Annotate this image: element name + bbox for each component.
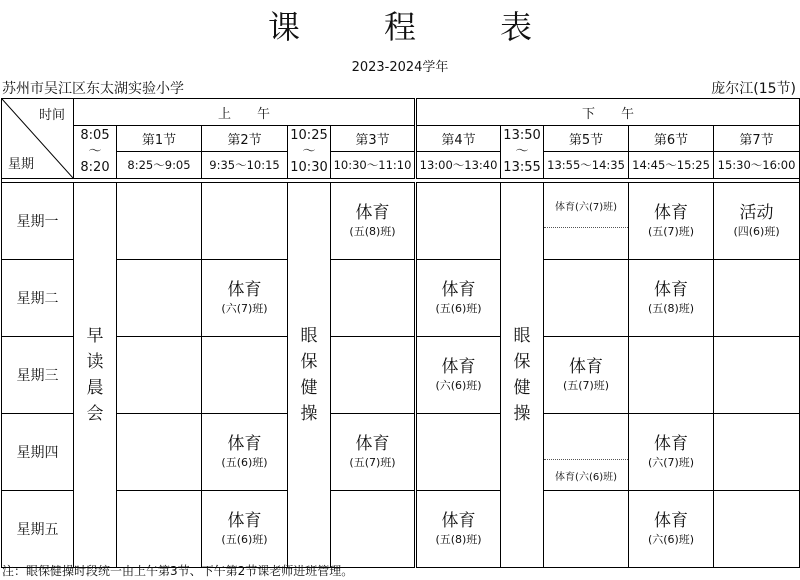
early-reading-cell: 早 读 晨 会: [74, 183, 117, 568]
period-4-name: 第4节: [416, 126, 501, 152]
lesson-cell: 活动 (四(6)班): [714, 183, 800, 260]
lesson-cell: 体育 (五(7)班): [629, 183, 714, 260]
period-6-time: 14:45～15:25: [629, 152, 714, 179]
lesson-cell: [714, 414, 800, 491]
timetable: [1, 98, 800, 568]
eye-exercise-am-cell: 眼 保 健 操: [288, 183, 331, 568]
lesson-cell: [714, 491, 800, 568]
period-7-time: 15:30～16:00: [714, 152, 800, 179]
lesson-cell: [117, 491, 202, 568]
lesson-cell: [714, 260, 800, 337]
lesson-cell: [544, 491, 629, 568]
period-5-time: 13:55～14:35: [544, 152, 629, 179]
lesson-cell: [117, 337, 202, 414]
day-thursday: 星期四: [2, 414, 74, 491]
period-4-time: 13:00～13:40: [416, 152, 501, 179]
period-1-name: 第1节: [117, 126, 202, 152]
lesson-cell: [416, 183, 501, 260]
lesson-cell: [331, 260, 416, 337]
school-year: 2023-2024学年: [351, 60, 449, 75]
lesson-cell: [117, 260, 202, 337]
lesson-cell: 体育 (五(6)班): [202, 491, 288, 568]
eye-am-time: 10:25 ～ 10:30: [288, 126, 331, 179]
day-friday: 星期五: [2, 491, 74, 568]
eye-exercise-pm-cell: 眼 保 健 操: [501, 183, 544, 568]
lesson-cell: 体育 (五(7)班): [544, 337, 629, 414]
lesson-cell: [202, 183, 288, 260]
lesson-cell: [202, 337, 288, 414]
period-7-name: 第7节: [714, 126, 800, 152]
lesson-cell: 体育 (五(6)班): [416, 260, 501, 337]
lesson-cell: 体育 (五(8)班): [416, 491, 501, 568]
lesson-cell: [117, 183, 202, 260]
lesson-cell: [331, 491, 416, 568]
morning-header: 上 午: [74, 99, 416, 126]
early-time: 8:05 ～ 8:20: [74, 126, 117, 179]
lesson-cell: 体育 (六(6)班): [416, 337, 501, 414]
lesson-cell: 体育(六(6)班): [544, 414, 629, 491]
lesson-cell: [416, 414, 501, 491]
school-name: 苏州市吴江区东太湖实验小学: [2, 81, 184, 97]
day-wednesday: 星期三: [2, 337, 74, 414]
lesson-cell: 体育 (五(8)班): [331, 183, 416, 260]
lesson-cell: [544, 260, 629, 337]
day-tuesday: 星期二: [2, 260, 74, 337]
afternoon-header: 下 午: [416, 99, 800, 126]
lesson-cell: 体育 (五(6)班): [202, 414, 288, 491]
footnote: 注：眼保健操时段统一由上午第3节、下午第2节课老师进班管理。: [2, 564, 354, 578]
lesson-cell: 体育 (五(8)班): [629, 260, 714, 337]
lesson-cell: 体育 (六(7)班): [629, 414, 714, 491]
period-5-name: 第5节: [544, 126, 629, 152]
corner-time-label: 时间: [38, 108, 65, 123]
lesson-cell: [117, 414, 202, 491]
lesson-cell: 体育 (五(7)班): [331, 414, 416, 491]
lesson-cell: 体育 (六(6)班): [629, 491, 714, 568]
corner-day-label: 星期: [8, 157, 35, 172]
lesson-cell: [714, 337, 800, 414]
page-title: 课程表: [267, 8, 616, 46]
period-3-time: 10:30～11:10: [331, 152, 416, 179]
period-1-time: 8:25～9:05: [117, 152, 202, 179]
lesson-cell: 体育 (六(7)班): [202, 260, 288, 337]
period-3-name: 第3节: [331, 126, 416, 152]
lesson-cell: [629, 337, 714, 414]
lesson-cell: 体育(六(7)班): [544, 183, 629, 260]
period-2-time: 9:35～10:15: [202, 152, 288, 179]
corner-header: [2, 99, 74, 179]
period-2-name: 第2节: [202, 126, 288, 152]
eye-pm-time: 13:50 ～ 13:55: [501, 126, 544, 179]
lesson-cell: [331, 337, 416, 414]
day-monday: 星期一: [2, 183, 74, 260]
period-6-name: 第6节: [629, 126, 714, 152]
teacher-name: 庞尔江(15节): [711, 81, 796, 97]
